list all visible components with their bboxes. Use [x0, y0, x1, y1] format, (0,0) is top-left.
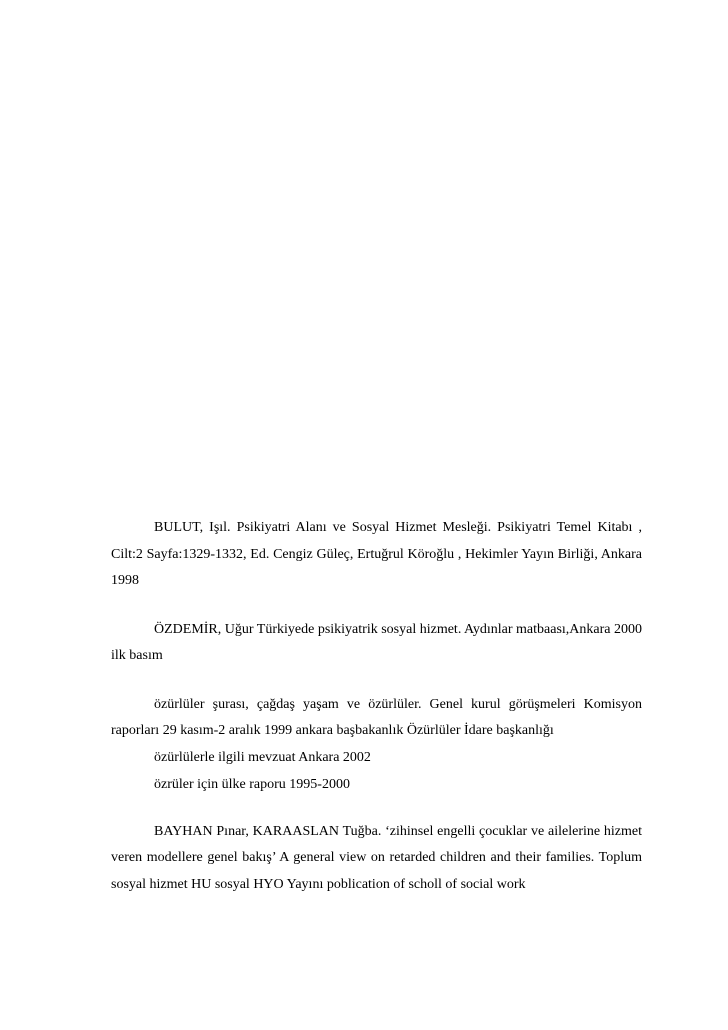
reference-list [111, 515, 642, 898]
reference-ozdemir: ÖZDEMİR, Uğur Türkiyede psikiyatrik sosyal hizmet. Aydınlar matbaası,Ankara 2000 ilk basım [111, 621, 642, 663]
reference-mevzuat: özürlülerle ilgili mevzuat Ankara 2002 [154, 749, 371, 765]
reference-bulut: BULUT, Işıl. Psikiyatri Alanı ve Sosyal Hizmet Mesleği. Psikiyatri Temel Kitabı , Cilt:2 Sayfa:1329-1332, Ed. Cengiz Güleç, Ertuğrul Köroğlu , Hekimler Yayın Birliği, Ankara 1998 [111, 520, 642, 588]
reference-bayhan: BAYHAN Pınar, KARAASLAN Tuğba. ‘zihinsel engelli çocuklar ve ailelerine hizmet veren modellere genel bakış’ A general view on retarded children and their families. Toplum sosyal hizmet HU sosyal HYO Yayını poblication of scholl of social work [111, 823, 642, 892]
reference-ulke-raporu: özrüler için ülke raporu 1995-2000 [154, 776, 350, 792]
reference-ozurluler-surasi: özürlüler şurası, çağdaş yaşam ve özürlüler. Genel kurul görüşmeleri Komisyon raporları 29 kasım-2 aralık 1999 ankara başbakanlık Özürlüler İdare başkanlığı [111, 696, 642, 738]
